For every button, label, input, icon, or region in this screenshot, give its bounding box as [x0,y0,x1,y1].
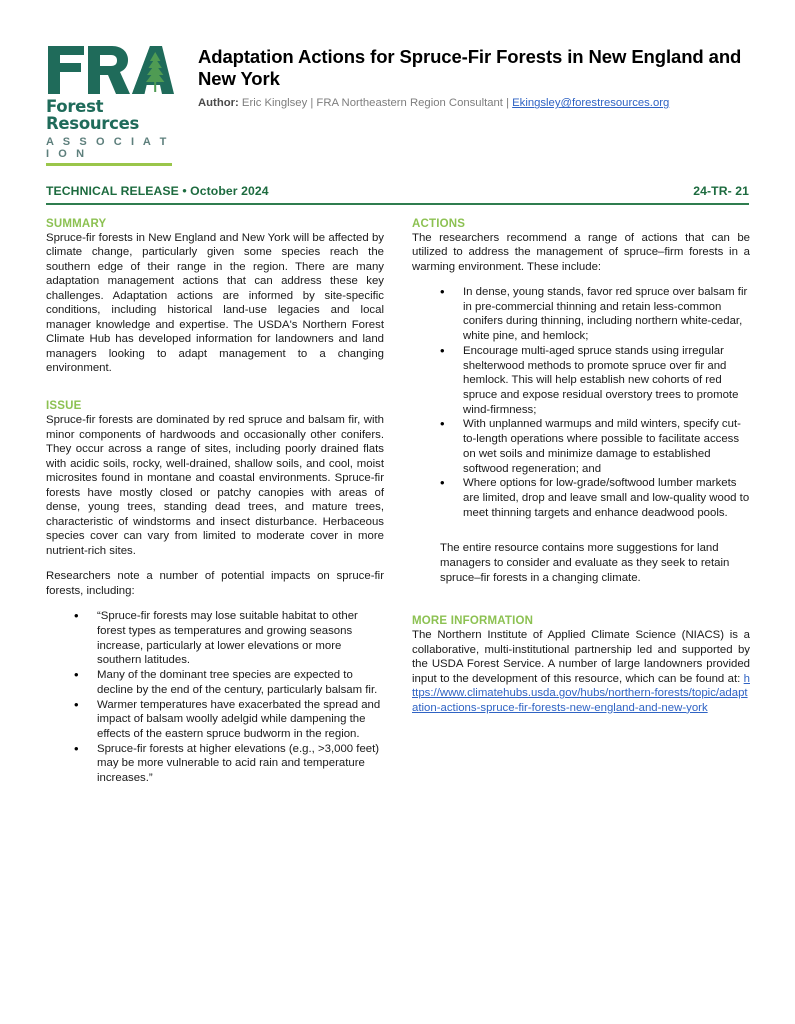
left-column [46,218,384,796]
actions-bullet-list [412,285,750,520]
fra-logo-underline [46,163,172,166]
section-spacer [412,585,750,615]
release-label: TECHNICAL RELEASE • October 2024 [46,183,269,198]
list-item: • With unplanned warmups and mild winters, specify cut-to-length operations where possible to facilitate access on wet soils and minimize damage to established softwood regeneration; and [412,417,750,476]
list-item: • In dense, young stands, favor red spruce over balsam fir in pre-commercial thinning and retain less-common conifers during thinning, including northern white-cedar, white pine, and hemlock; [412,285,750,344]
section-spacer [46,386,384,400]
title-block [176,42,749,111]
fra-logo-association: A S S O C I A T I O N [46,135,170,160]
actions-paragraph-1: The researchers recommend a range of actions that can be utilized to address the management of spruce–firm forests in a warming environment. These include: [412,231,750,273]
issue-bullet-list [46,609,384,785]
section-heading-more-information: MORE INFORMATION [412,615,534,628]
section-heading-actions: ACTIONS [412,217,466,230]
author-line [198,96,749,111]
issue-paragraph-1: Spruce-fir forests are dominated by red spruce and balsam fir, with minor components of hardwoods and occasionally other conifers. They occur across a range of sites, including poorly drained flats with acidic soils, rocky, well-drained, shallow soils, and cool, moist microsites found in montane and coastal environments. Spruce-fir forests have mostly closed or patchy canopies with areas of dense, young trees, standing dead trees, and mature trees, characteristic of windstorms and insect disturbance. Herbaceous species cover can vary from limited to moderate cover in more nutrient-rich sites. [46,414,384,557]
fra-acronym-icon [46,44,174,96]
release-divider [46,203,749,205]
author-name-role: Eric Kinglsey | FRA Northeastern Region Consultant | [241,97,509,110]
author-label: Author: [198,97,239,110]
more-information-text: The Northern Institute of Applied Climate Science (NIACS) is a collaborative, multi-institutional partnership led and supported by the USDA Forest Service. A number of large landowners provided input to the development of this resource, which can be found at: [412,629,750,685]
fra-logo [46,42,176,166]
list-item: • Where options for low-grade/softwood lumber markets are limited, drop and leave small and low-quality wood to meet thinning targets and enhance deadwood pools. [412,476,750,520]
list-item: • “Spruce-fir forests may lose suitable habitat to other forest types as temperatures and growing seasons increase, particularly at lower elevations or more southern latitudes. [46,609,384,668]
section-heading-summary: SUMMARY [46,217,107,230]
page-title: Adaptation Actions for Spruce-Fir Forests in New England and New York [198,46,742,90]
right-column [412,218,750,796]
paragraph-spacer [412,530,750,541]
issue-paragraph-2: Researchers note a number of potential impacts on spruce-fir forests, including: [46,570,384,597]
list-item: • Many of the dominant tree species are expected to decline by the end of the century, particularly balsam fir. [46,668,384,697]
section-heading-issue: ISSUE [46,400,82,413]
list-item: • Spruce-fir forests at higher elevations (e.g., >3,000 feet) may be more vulnerable to acid rain and temperature increases.” [46,742,384,786]
fra-logo-wordmark: Forest Resources [46,97,140,134]
list-item: • Warmer temperatures have exacerbated the spread and impact of balsam woolly adelgid while dampening the effects of the eastern spruce budworm in the region. [46,698,384,742]
niacs-resource-link[interactable]: https://www.climatehubs.usda.gov/hubs/northern-forests/topic/adaptation-actions-spruce-fir-forests-new-england-and-new-york [412,672,750,714]
more-information-paragraph [412,628,750,715]
fra-logo-mark [46,44,174,96]
list-item: • Encourage multi-aged spruce stands using irregular shelterwood methods to promote spruce over fir and hemlock. This will help establish new cohorts of red spruce and expose residual overstory trees to promote wind-firmness; [412,344,750,418]
actions-closing-paragraph: The entire resource contains more suggestions for land managers to consider and evaluate as they seek to retain spruce–fir forests in a changing climate. [440,542,730,584]
content-columns [46,218,749,796]
summary-paragraph: Spruce-fir forests in New England and New York will be affected by climate change, particularly given some species reach the southern edge of their range in the region. There are many adaptation management actions that can address these key challenges. Adaptation actions are informed by site-specific conditions, including historical land-use legacies and local manager knowledge and expertise. The USDA's Northern Forest Climate Hub has developed information for landowners and land managers looking to adapt management to a changing environment. [46,231,384,374]
author-email-link[interactable]: Ekingsley@forestresources.org [512,97,670,110]
release-bar [46,184,749,198]
release-number: 24-TR- 21 [693,183,749,198]
masthead [46,0,749,166]
